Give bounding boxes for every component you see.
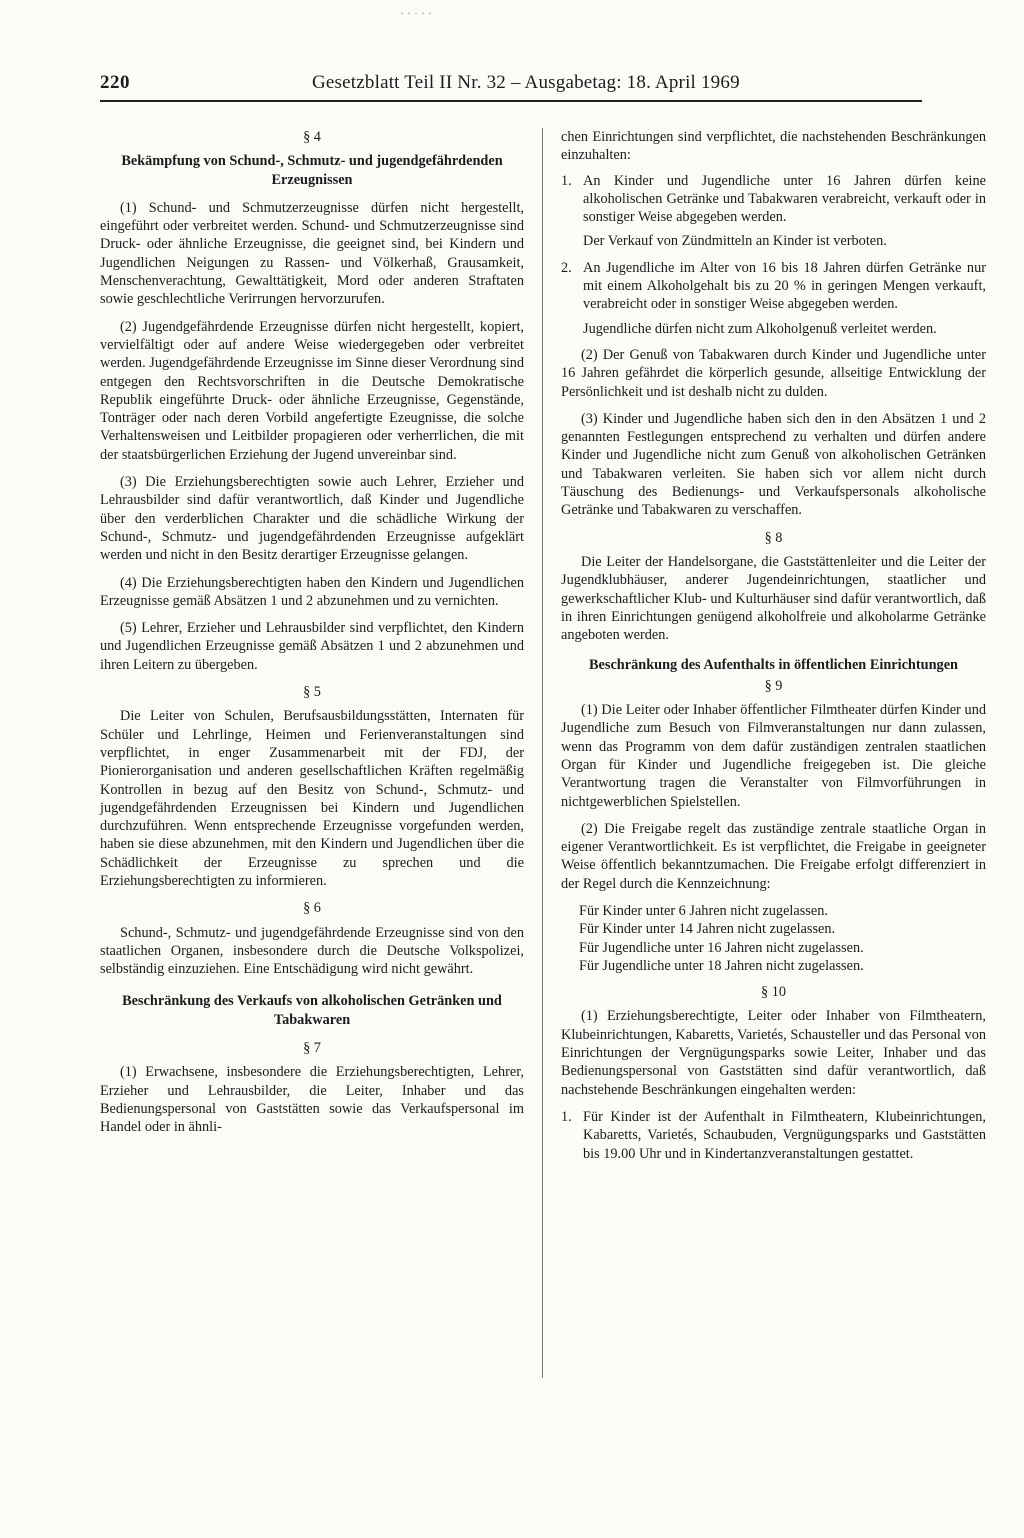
list-text: Für Kinder ist der Aufenthalt in Filmtheatern, Klubeinrichtungen, Kabaretts, Varietés, Schaubuden, Vergnügungsparks und Gaststätten bis 19.00 Uhr und in Kindertanzveranstaltungen gestattet. bbox=[583, 1108, 986, 1162]
section-number: § 5 bbox=[303, 684, 321, 701]
rating-item: Für Kinder unter 14 Jahren nicht zugelassen. bbox=[579, 921, 836, 938]
rating-item: Für Jugendliche unter 18 Jahren nicht zugelassen. bbox=[579, 957, 864, 974]
section-number: § 7 bbox=[303, 1040, 321, 1057]
section-number: § 6 bbox=[303, 900, 321, 917]
section-heading: Bekämpfung von Schund-, Schmutz- und jugendgefährdenden Erzeugnissen bbox=[121, 153, 503, 188]
section-heading: Beschränkung des Aufenthalts in öffentlichen Einrichtungen bbox=[589, 657, 958, 674]
paragraph: (5) Lehrer, Erzieher und Lehrausbilder sind verpflichtet, den Kindern und Jugendlichen Erzeugnisse gemäß Absätzen 1 und 2 abzunehmen und ihren Leitern zu übergeben. bbox=[100, 620, 524, 673]
page-header bbox=[100, 70, 920, 100]
column-divider bbox=[542, 128, 543, 1378]
paragraph: (1) Erziehungsberechtigte, Leiter oder Inhaber von Filmtheatern, Klubeinrichtungen, Kabaretts, Varietés, Schausteller und das Personal von Einrichtungen der Vergnügungsparks sowie Leiter, Inhaber und das Bedienungspersonal von Gaststätten sind dafür verantwortlich, daß nachstehende Beschränkungen eingehalten werden: bbox=[561, 1008, 986, 1098]
list-number: 1. bbox=[561, 172, 572, 189]
paragraph: (2) Der Genuß von Tabakwaren durch Kinder und Jugendliche unter 16 Jahren gefährdet die körperlich gesunde, allseitige Entwicklung der Persönlichkeit und ist deshalb nicht zu dulden. bbox=[561, 346, 986, 400]
section-number: § 10 bbox=[760, 984, 787, 1001]
list-number: 1. bbox=[561, 1108, 572, 1125]
rating-item: Für Kinder unter 6 Jahren nicht zugelassen. bbox=[579, 902, 828, 919]
paragraph: (3) Die Erziehungsberechtigten sowie auch Lehrer, Erzieher und Lehrausbilder sind dafür verantwortlich, daß Kinder und Jugendliche über den verderblichen Charakter und die schädliche Wirkung der Schund-, Schmutz- und jugendgefährdenden Erzeugnisse aufgeklärt werden und nicht in den Besitz derartiger Erzeugnisse gelangen. bbox=[100, 474, 524, 564]
section-heading: Beschränkung des Verkaufs von alkoholischen Getränken und Tabakwaren bbox=[122, 993, 502, 1028]
page-number: 220 bbox=[100, 72, 130, 93]
paragraph: (2) Die Freigabe regelt das zuständige zentrale staatliche Organ in eigener Verantwortlichkeit. Es ist verpflichtet, die Freigabe in geeigneter Weise öffentlich bekanntzumachen. Die Freigabe erfolgt differenziert in der Regel durch die Kennzeichnung: bbox=[561, 820, 986, 892]
list-item bbox=[561, 172, 986, 257]
paragraph: Schund-, Schmutz- und jugendgefährdende Erzeugnisse sind von den staatlichen Organen, insbesondere durch die Deutsche Volkspolizei, selbständig einzuziehen. Eine Entschädigung wird nicht gewährt. bbox=[100, 924, 524, 978]
list-text: An Kinder und Jugendliche unter 16 Jahren dürfen keine alkoholischen Getränke und Tabakwaren verabreicht, verkauft oder in sonstiger Weise abgegeben werden. bbox=[583, 172, 986, 226]
left-column bbox=[100, 128, 524, 1146]
list-item bbox=[561, 1108, 986, 1169]
running-title: Gesetzblatt Teil II Nr. 32 – Ausgabetag: 18. April 1969 bbox=[312, 72, 740, 93]
list-text: An Jugendliche im Alter von 16 bis 18 Jahren dürfen Getränke nur mit einem Alkoholgehalt bis zu 20 % in geringen Mengen verkauft, verabreicht oder in sonstiger Weise abgegeben werden. bbox=[583, 259, 986, 313]
paragraph: (1) Die Leiter oder Inhaber öffentlicher Filmtheater dürfen Kinder und Jugendliche zum Besuch von Filmveranstaltungen nur dann zulassen, wenn das Programm von dem dafür zuständigen zentralen staatlichen Organ für Kinder und Jugendliche freigegeben ist. Die gleiche Verantwortung tragen die Veranstalter von Filmvorführungen in nichtgewerblichen Spielstellen. bbox=[561, 702, 986, 810]
section-number: § 4 bbox=[303, 129, 321, 145]
section-number: § 8 bbox=[764, 529, 783, 546]
paragraph: Die Leiter der Handelsorgane, die Gaststättenleiter und die Leiter der Jugendklubhäuser, anderer Jugendeinrichtungen, staatlicher und gewerkschaftlicher Klub- und Kulturhäuser sind dafür verantwortlich, daß in ihren Einrichtungen genügend alkoholfreie und alkoholarme Getränke angeboten werden. bbox=[561, 553, 986, 644]
paragraph: (4) Die Erziehungsberechtigten haben den Kindern und Jugendlichen Erzeugnisse gemäß Absätzen 1 und 2 abzunehmen und zu vernichten. bbox=[100, 574, 524, 609]
list-text: Der Verkauf von Zündmitteln an Kinder ist verboten. bbox=[583, 233, 887, 250]
rating-list bbox=[561, 902, 986, 975]
list-number: 2. bbox=[561, 259, 572, 276]
paragraph: Die Leiter von Schulen, Berufsausbildungsstätten, Internaten für Schüler und Lehrlinge, Heimen und Ferienveranstaltungen sind verpflichtet, in enger Zusammenarbeit mit der FDJ, der Pionierorganisation und anderen gesellschaftlichen Kräften regelmäßig Kontrollen in bezug auf den Besitz von Schund-, Schmutz- und jugendgefährdenden Erzeugnissen bei Kindern und Jugendlichen durchzuführen. Wenn entsprechende Erzeugnisse vorgefunden werden, haben sie diese abzunehmen, mit den Kindern und Jugendlichen über die Schädlichkeit der Erzeugnisse zu sprechen und die Erziehungsberechtigten zu informieren. bbox=[100, 708, 524, 889]
paragraph: (2) Jugendgefährdende Erzeugnisse dürfen nicht hergestellt, kopiert, vervielfältigt oder auf andere Weise wiedergegeben oder verbreitet werden. Jugendgefährdende Erzeugnisse im Sinne dieser Verordnung sind entgegen den Rechtsvorschriften in die Deutsche Demokratische Republik eingeführte Druck- oder ähnliche Erzeugnisse, Gegenstände, Tonträger oder nach deren Vorbild angefertigte Ezeugnisse, die solche Verhaltensweisen und Leitbilder propagieren oder verherrlichen, die mit der staatsbürgerlichen Erziehung der Jugend unvereinbar sind. bbox=[100, 318, 524, 463]
section-number: § 9 bbox=[764, 677, 783, 694]
right-column bbox=[561, 128, 986, 1171]
list-text: Jugendliche dürfen nicht zum Alkoholgenuß verleitet werden. bbox=[583, 320, 937, 337]
paragraph: (1) Erwachsene, insbesondere die Erziehungsberechtigten, Lehrer, Erzieher und Lehrausbilder, die Leiter, Inhaber und das Bedienungspersonal von Gaststätten sowie das Verkaufspersonal im Handel oder in ähnli- bbox=[100, 1064, 524, 1136]
rating-item: Für Jugendliche unter 16 Jahren nicht zugelassen. bbox=[579, 939, 864, 956]
paragraph: chen Einrichtungen sind verpflichtet, die nachstehenden Beschränkungen einzuhalten: bbox=[561, 129, 986, 164]
list-item bbox=[561, 259, 986, 344]
header-rule bbox=[100, 100, 922, 102]
scan-artifact: ····· bbox=[400, 6, 435, 20]
paragraph: (3) Kinder und Jugendliche haben sich den in den Absätzen 1 und 2 genannten Festlegungen entsprechend zu verhalten und dürfen andere Kinder und Jugendliche nicht zum Genuß von alkoholischen Getränken und Tabakwaren verleiten. Sie haben sich vor allem nicht durch Täuschung des Bedienungs- und Verkaufspersonals alkoholische Getränke und Tabakwaren zu verschaffen. bbox=[561, 410, 986, 519]
paragraph: (1) Schund- und Schmutzerzeugnisse dürfen nicht hergestellt, eingeführt oder verbreitet werden. Schund- und Schmutzerzeugnisse sind Druck- oder ähnliche Erzeugnisse, die geeignet sind, bei Kindern und Jugendlichen Neigungen zu Rassen- und Völkerhaß, Grausamkeit, Menschenverachtung, Gewalttätigkeit, Mord oder anderen Straftaten sowie geschlechtliche Verirrungen hervorzurufen. bbox=[100, 199, 524, 308]
